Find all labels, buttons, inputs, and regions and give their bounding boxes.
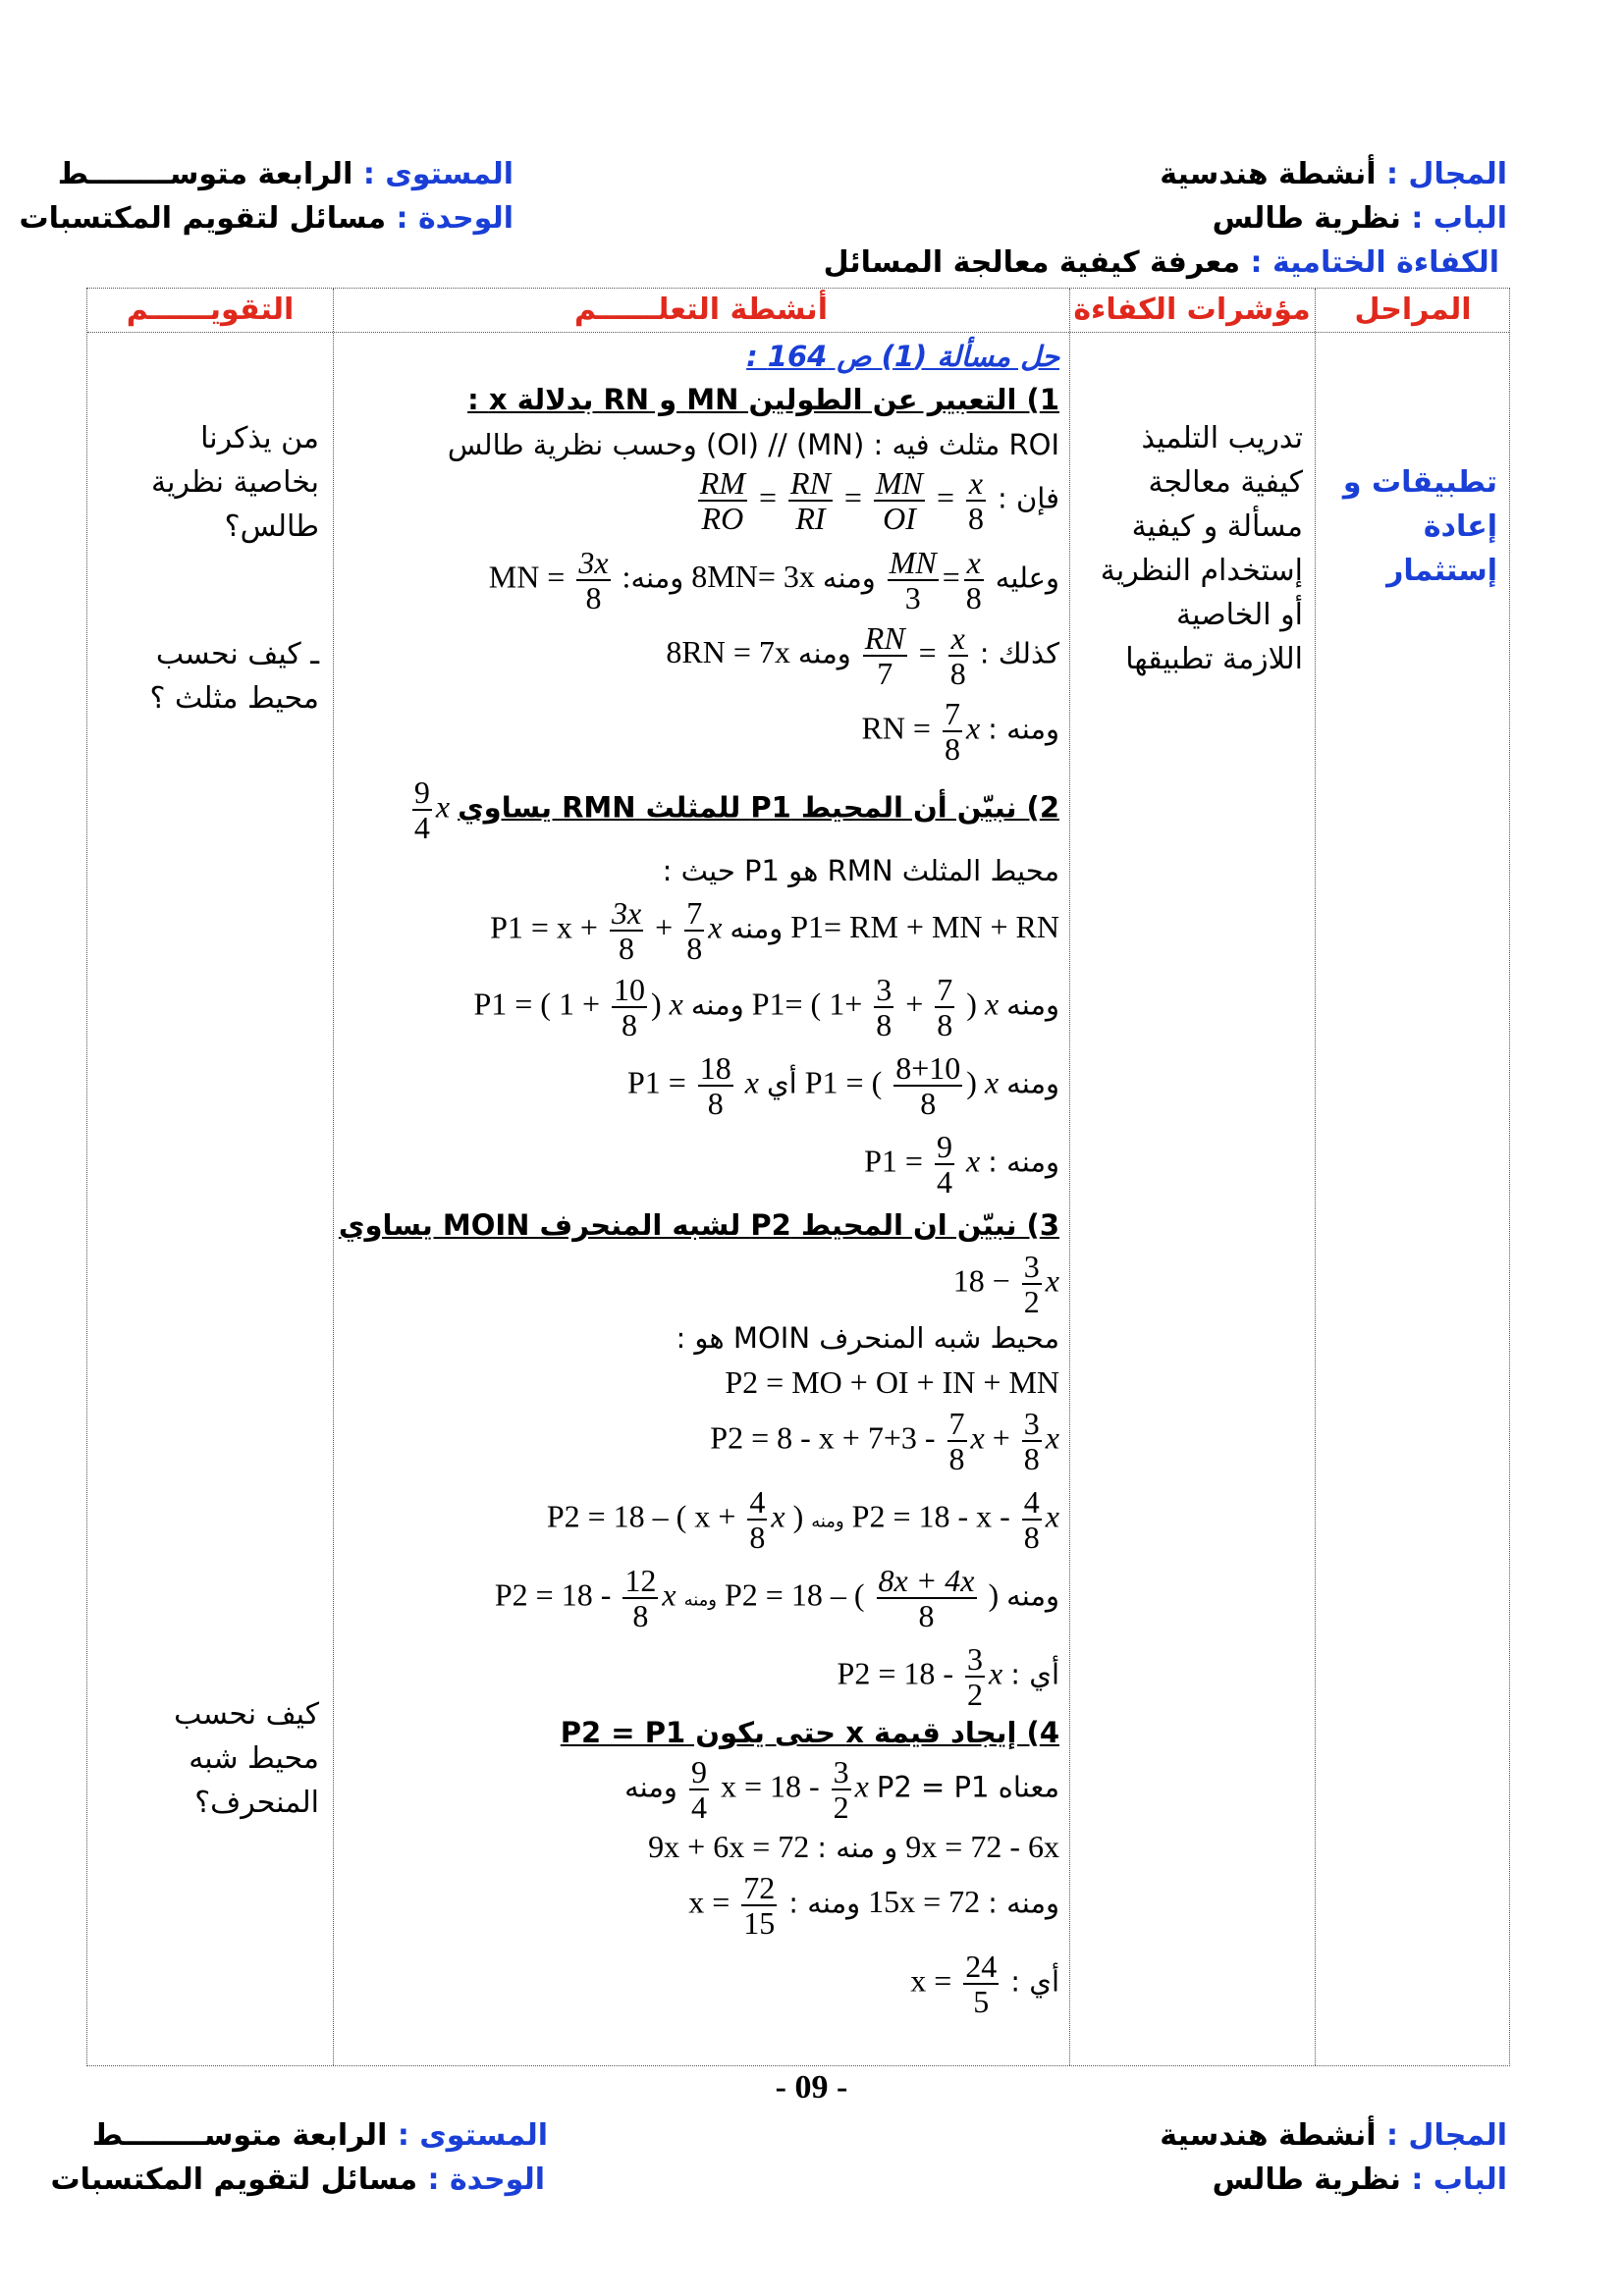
footer-unit-label: الوحدة : [427,2163,545,2197]
rn-result-lhs: RN = [861,710,931,746]
p2-intro: محيط شبه المنحرف MOIN هو : [676,1321,1059,1355]
p1-result-expr: P1 = $\frac{9}{4}$ x [864,1129,981,1200]
evaluation-q3 [103,1692,319,1825]
stage-line: تطبيقات و [1342,465,1497,500]
p2-step-1 [338,1364,1059,1401]
evaluation-q1 [103,416,319,549]
question-1-text: 1) التعبير عن الطولين MN و RN بدلالة x : [467,383,1059,416]
p1-step-1 [338,896,1059,965]
footer-chapter [1213,2163,1507,2197]
footer-domain [1160,2118,1507,2153]
wa-minh: ومنه [624,1770,677,1804]
footer-domain-label: المجال : [1385,2118,1507,2153]
p1-f: P1 = [626,1064,686,1100]
page-number: - 09 - [775,2069,848,2106]
q4-result [338,1949,1059,2018]
divider [333,289,334,2065]
p1-d-expr: P1 = ( 1 + $\frac{10}{8}$ ) x [473,972,683,1042]
question-3-text: 3) نبيّن ان المحيط P2 لشبه المنحرف MOIN يساوي [338,1208,1059,1242]
q4-b: x = 18 - [720,1768,820,1804]
q4-step-1 [338,1755,1059,1824]
p2-g: P2 = 18 - [837,1655,954,1691]
p2-result-expr: P2 = 18 - $\frac{3}{2}$ x [837,1641,1003,1712]
wa-minh-colon: ومنه : [788,1886,861,1920]
footer-level [92,2118,548,2153]
p1-target: $\frac{9}{4}$ x [413,774,451,845]
p2-step-2 [338,1407,1059,1475]
p2-step-4 [338,1564,1059,1632]
question-3 [338,1208,1059,1242]
p1-step-2 [338,973,1059,1041]
stage-line: إعادة [1423,509,1497,544]
q4-g: x = [910,1962,952,1999]
small-minh: ومنه [811,1511,844,1532]
stage-text [1321,460,1497,593]
q4-c: 9x = 72 - 6x [905,1829,1059,1864]
evaluation-q2 [103,632,319,721]
p1-b: P1 = x + [490,909,598,945]
mn-derivation: وعليه $\frac{MN}{3}$ = $\frac{x}{8}$ ومنه 8MN= 3x ومنه: MN = $\frac{3x}{8}$ [488,545,1059,615]
ay-colon: أي : [1010,1964,1059,1999]
col-header-stages: المراحل [1354,293,1472,327]
solution-title: حل مسألة (1) ص 164 : [746,340,1059,373]
p1-b-expr: P1 = x + $\frac{3x}{8}$ + $\frac{7}{8}$ x [490,895,723,966]
wa-minh-colon: ومنه : [988,1886,1059,1920]
rn-result-eq: RN = $\frac{7}{8}$ x [861,696,981,767]
header-chapter [1213,201,1507,236]
wa-alayh: وعليه [995,561,1059,595]
indicator-line: أو الخاصية [1176,598,1303,632]
q4-step-2 [338,1829,1059,1865]
domain-label: المجال : [1385,157,1507,191]
col-header-indicators: مؤشرات الكفاءة [1073,293,1311,327]
p2-f: P2 = 18 - [494,1576,612,1613]
competency-label: الكفاءة الختامية : [1250,245,1499,280]
question-1 [338,383,1059,416]
level-value: الرابعة متوســــــــط [57,157,353,191]
p2-e-expr: P2 = 18 – ( $\frac{8x + 4x}{8}$ ) [725,1563,1000,1633]
q4-b-expr: $\frac{9}{4}$ x = 18 - $\frac{3}{2}$ x [690,1754,869,1825]
unit-value: مسائل لتقويم المكتسبات [19,201,387,236]
p1-result-lhs: P1 = [864,1143,923,1179]
wa-minh2: و منه : [817,1831,898,1864]
p1-step-3 [338,1051,1059,1120]
question-2-text: 2) نبيّن أن المحيط P1 للمثلث RMN يساوي [458,790,1059,825]
header-competency [824,245,1499,280]
wa-minh: ومنه [1006,988,1059,1022]
p2-target [338,1250,1059,1318]
kadhalik: كذلك : [979,636,1059,670]
indicator-line: اللازمة تطبيقها [1125,642,1303,676]
footer-level-value: الرابعة متوســــــــط [91,2118,388,2153]
footer-level-label: المستوى : [397,2118,548,2153]
question-4 [338,1716,1059,1749]
eval-line: المنحرف؟ [194,1786,319,1820]
p2-target-expr: 18 − $\frac{3}{2}$ x [952,1249,1059,1319]
eval-line: من يذكرنا [200,421,319,455]
q4-f-expr: x = $\frac{72}{15}$ [688,1870,776,1941]
q4-d: 9x + 6x = 72 [648,1829,810,1864]
wa-minh-colon: ومنه : [988,712,1059,746]
footer-chapter-value: نظرية طالس [1212,2163,1401,2197]
header-unit [20,201,514,236]
eval-line: طالس؟ [224,509,319,544]
footer-unit-value: مسائل لتقويم المكتسبات [50,2163,418,2197]
ratio-chain: $\frac{RM}{RO}$ = $\frac{RN}{RI}$ = $\frac{MN}{OI}$ = $\frac{x}{8}$ [699,465,985,536]
p2-c-expr: P2 = 18 - x - $\frac{4}{8}$ x [851,1484,1059,1555]
q4-result-expr: x = $\frac{24}{5}$ [910,1949,998,2019]
chapter-label: الباب : [1411,201,1507,236]
roi-statement: ROI مثلث فيه : (MN) // (OI) وحسب نظرية طالس [447,428,1059,461]
lesson-table [86,288,1510,2066]
wa-minh: ومنه [1006,1578,1059,1613]
competency-value: معرفة كيفية معالجة المسائل [823,245,1241,280]
rn-eq: 8RN = 7x [666,634,790,670]
p1-a: P1= RM + MN + RN [790,909,1059,945]
p2-c: P2 = 18 - x - [851,1498,1010,1534]
stage-line: إستثمار [1386,554,1497,588]
ay: أي [766,1066,797,1100]
indicator-line: كيفية معالجة [1148,465,1303,500]
rn-ratio: $\frac{RN}{7}$ = $\frac{x}{8}$ [864,620,966,691]
footer-unit [51,2163,545,2197]
thales-ratios [338,466,1059,535]
p2-b: P2 = 8 - x + 7+3 - [710,1419,936,1456]
q4-a: معناه P2 = P1 [876,1770,1059,1804]
p1-c: P1= ( 1+ [751,986,863,1022]
wa-minh: ومنه [690,988,744,1022]
p2-b-expr: P2 = 8 - x + 7+3 - $\frac{7}{8}$ x + $\frac{3}{8}$ x [710,1406,1059,1476]
p2-d: P2 = 18 – ( x + [546,1498,736,1534]
fan-text: فإن : [998,481,1059,515]
indicator-text [1077,416,1303,681]
activities-content [338,332,1059,2059]
header-level [58,157,514,191]
col-header-evaluation: التقويــــــم [126,293,295,327]
eval-line: محيط مثلث ؟ [149,681,319,716]
p1-c-expr: P1= ( 1+ $\frac{3}{8}$ + $\frac{7}{8}$ ) x [751,972,1000,1042]
indicator-line: إستخدام النظرية [1100,554,1303,588]
p2-result [338,1642,1059,1711]
unit-label: الوحدة : [396,201,514,236]
wa-minh-colon: ومنه : [988,1145,1059,1179]
q4-f: x = [688,1884,730,1920]
p1-intro: محيط المثلث RMN هو P1 حيث : [662,854,1059,887]
p2-e: P2 = 18 – ( [725,1576,865,1613]
p2-step-3 [338,1485,1059,1554]
q4-step-3 [338,1871,1059,1940]
p2-a: P2 = MO + OI + IN + MN [725,1364,1059,1400]
level-label: المستوى : [362,157,514,191]
header-domain [1160,157,1507,191]
wa-minh: ومنه [822,561,876,595]
indicator-line: تدريب التلميذ [1141,421,1303,455]
ay-colon: أي : [1010,1657,1059,1691]
footer-chapter-label: الباب : [1411,2163,1507,2197]
wa-minh: ومنه [730,911,784,945]
mn-result-lhs: MN = [488,559,566,595]
wa-minh: ومنه [630,561,684,595]
question-4-text: 4) إيجاد قيمة x حتى يكون P2 = P1 [560,1716,1059,1749]
p2-target-lhs: 18 − [952,1262,1010,1299]
eval-line: ـ كيف نحسب [155,637,319,671]
rn-derivation [338,621,1059,690]
eval-line: كيف نحسب [174,1697,319,1732]
divider [1315,289,1316,2065]
p1-result [338,1130,1059,1199]
wa-minh: ومنه [797,636,851,670]
mn-ratio: $\frac{MN}{3}$ = $\frac{x}{8}$ [889,545,982,615]
domain-value: أنشطة هندسية [1160,157,1377,191]
p2-f-expr: P2 = 18 - $\frac{12}{8}$ x [494,1563,676,1633]
p1-d: P1 = ( 1 + [473,986,600,1022]
p1-f-expr: P1 = $\frac{18}{8}$ x [626,1050,759,1121]
indicator-line: مسألة و كيفية [1131,509,1303,544]
mn-result: MN = $\frac{3x}{8}$ [488,545,609,615]
wa-minh: ومنه [1006,1066,1059,1100]
mn-eq: 8MN= 3x [691,559,815,595]
eval-line: محيط شبه [189,1741,319,1776]
small-minh: ومنه [683,1589,717,1611]
footer-domain-value: أنشطة هندسية [1160,2118,1377,2153]
chapter-value: نظرية طالس [1212,201,1401,236]
p1-e: P1 = ( [804,1064,883,1100]
p1-e-expr: P1 = ( $\frac{8+10}{8}$ ) x [804,1050,1000,1121]
divider [1069,289,1070,2065]
p2-d-expr: P2 = 18 – ( x + $\frac{4}{8}$ x ) [546,1484,804,1555]
question-2 [338,775,1059,844]
q4-e: 15x = 72 [868,1884,981,1920]
col-header-activities: أنشطة التعلــــــم [574,293,828,327]
rn-result [338,697,1059,766]
eval-line: بخاصية نظرية [151,465,319,500]
